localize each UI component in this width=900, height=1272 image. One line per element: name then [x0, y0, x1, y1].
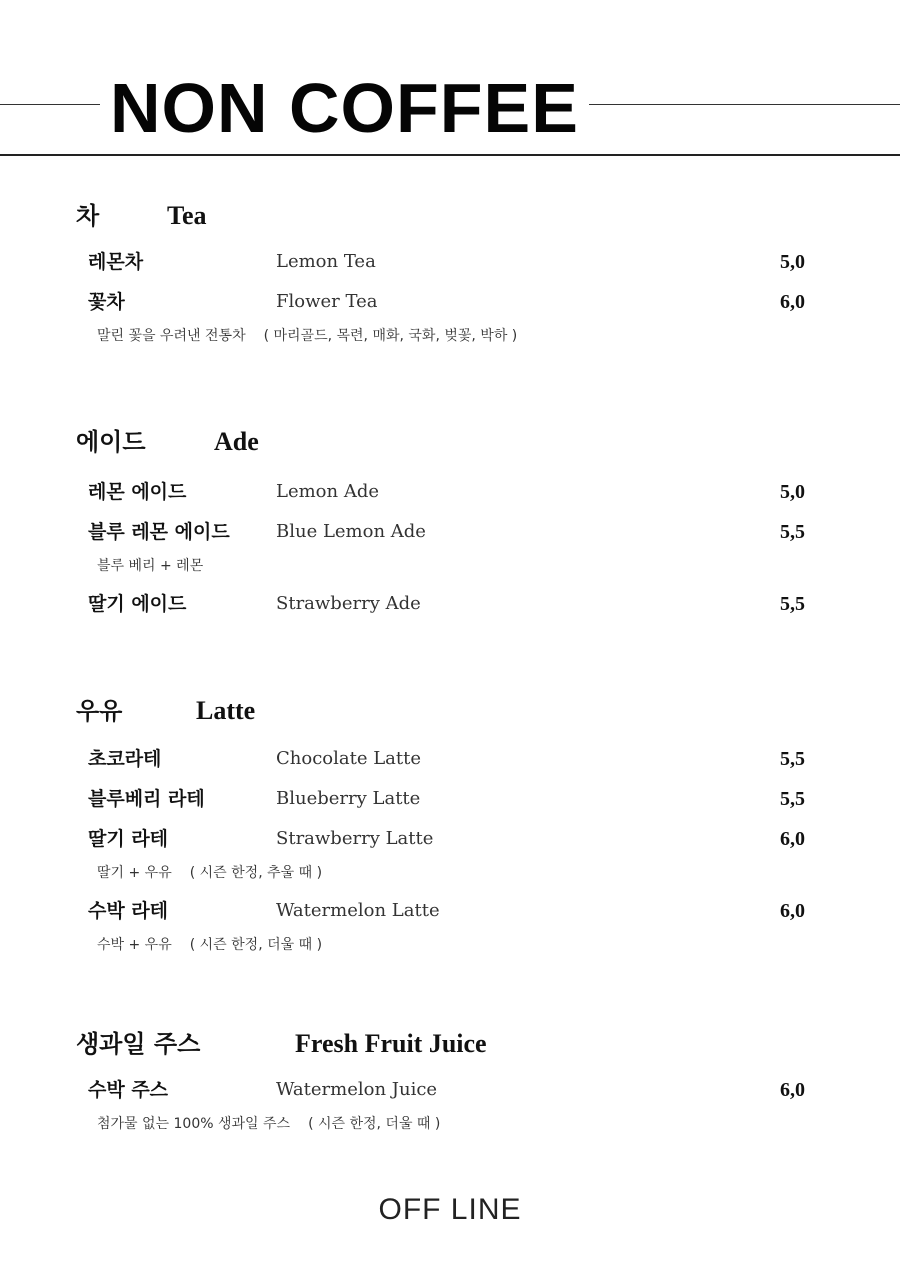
- item-note: [0, 556, 900, 588]
- item-name-en: Strawberry Latte: [276, 828, 434, 849]
- section-title-en: Ade: [214, 427, 259, 456]
- item-name-en: Lemon Ade: [276, 481, 379, 502]
- item-name-ko: 레몬차: [88, 251, 144, 273]
- section-title-en: Tea: [167, 201, 207, 230]
- item-name-ko: 딸기 에이드: [88, 593, 187, 615]
- section-latte: [0, 693, 900, 967]
- item-name-en: Flower Tea: [276, 291, 378, 312]
- menu-item-blue-lemon-ade: [0, 516, 900, 556]
- section-title-en: Fresh Fruit Juice: [295, 1029, 487, 1058]
- section-title-ko: 우유: [76, 697, 123, 725]
- item-note-detail: ( 시즌 한정, 더울 때 ): [308, 1116, 441, 1132]
- item-name-ko: 딸기 라테: [88, 828, 169, 850]
- section-ade: [0, 424, 900, 628]
- section-title-ko: 차: [76, 202, 100, 230]
- item-note-text: 딸기 + 우유: [97, 865, 172, 881]
- item-name-ko: 수박 라테: [88, 900, 169, 922]
- section-header: [0, 424, 900, 464]
- item-note: [0, 1114, 900, 1146]
- item-name-en: Blue Lemon Ade: [276, 521, 426, 542]
- item-note: [0, 935, 900, 967]
- item-name-en: Blueberry Latte: [276, 788, 421, 809]
- item-price: 6,0: [780, 828, 805, 850]
- page-title: NON COFFEE: [100, 66, 589, 150]
- item-note-text: 첨가물 없는 100% 생과일 주스: [97, 1116, 291, 1132]
- item-price: 5,5: [780, 521, 805, 543]
- section-header: [0, 1026, 900, 1066]
- menu-item-strawberry-latte: [0, 823, 900, 863]
- item-note-detail: ( 마리골드, 목련, 매화, 국화, 벚꽃, 박하 ): [263, 328, 518, 344]
- item-note-detail: ( 시즌 한정, 더울 때 ): [189, 937, 323, 953]
- menu-item-watermelon-latte: [0, 895, 900, 935]
- item-note-text: 말린 꽃을 우려낸 전통차: [97, 328, 246, 344]
- item-price: 5,0: [780, 251, 805, 273]
- menu-item-lemon-ade: [0, 476, 900, 516]
- section-title-ko: 생과일 주스: [76, 1030, 201, 1058]
- menu-item-lemon-tea: [0, 246, 900, 286]
- menu-item-flower-tea: [0, 286, 900, 326]
- item-price: 5,0: [780, 481, 805, 503]
- item-name-ko: 꽃차: [88, 291, 125, 313]
- section-header: [0, 198, 900, 238]
- item-name-en: Strawberry Ade: [276, 593, 421, 614]
- item-name-ko: 수박 주스: [88, 1079, 169, 1101]
- item-name-ko: 초코라테: [88, 748, 162, 770]
- item-name-ko: 레몬 에이드: [88, 481, 187, 503]
- item-note-detail: ( 시즌 한정, 추울 때 ): [189, 865, 323, 881]
- item-name-en: Lemon Tea: [276, 251, 376, 272]
- section-tea: [0, 198, 900, 358]
- section-header: [0, 693, 900, 733]
- item-price: 5,5: [780, 593, 805, 615]
- item-price: 5,5: [780, 788, 805, 810]
- title-rule-bottom: [0, 154, 900, 156]
- brand-logo: OFF LINE: [378, 1193, 522, 1226]
- menu-item-blueberry-latte: [0, 783, 900, 823]
- menu-item-chocolate-latte: [0, 743, 900, 783]
- section-fresh-fruit-juice: [0, 1026, 900, 1146]
- item-name-ko: 블루 레몬 에이드: [88, 521, 230, 543]
- item-price: 6,0: [780, 1079, 805, 1101]
- item-name-ko: 블루베리 라테: [88, 788, 205, 810]
- item-note-text: 블루 베리 + 레몬: [97, 558, 204, 574]
- section-title-en: Latte: [196, 696, 256, 725]
- item-note-text: 수박 + 우유: [97, 937, 172, 953]
- item-name-en: Watermelon Juice: [276, 1079, 438, 1100]
- item-price: 5,5: [780, 748, 805, 770]
- item-note: [0, 326, 900, 358]
- item-name-en: Watermelon Latte: [276, 900, 440, 921]
- item-price: 6,0: [780, 291, 805, 313]
- menu-item-strawberry-ade: [0, 588, 900, 628]
- section-title-ko: 에이드: [76, 428, 146, 456]
- item-name-en: Chocolate Latte: [276, 748, 422, 769]
- menu-item-watermelon-juice: [0, 1074, 900, 1114]
- item-note: [0, 863, 900, 895]
- item-price: 6,0: [780, 900, 805, 922]
